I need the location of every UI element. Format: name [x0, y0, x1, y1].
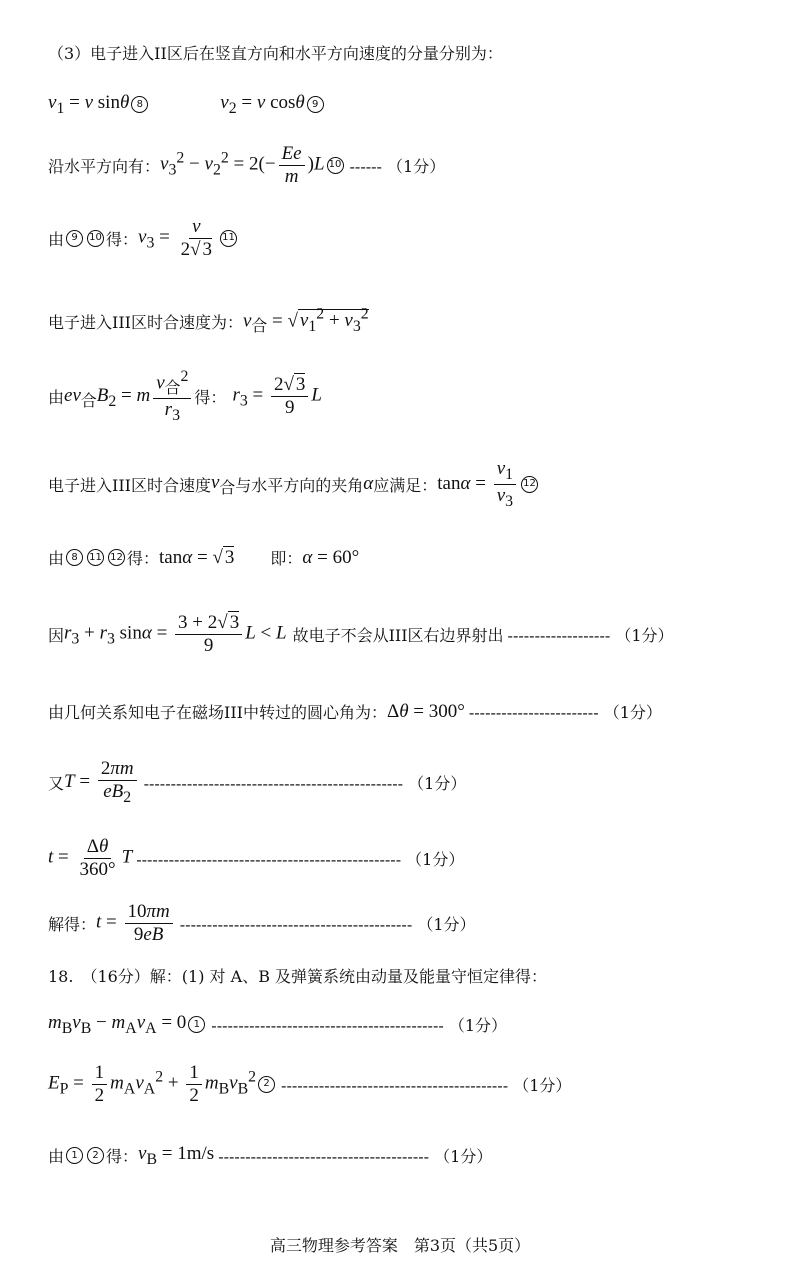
vb-result — [48, 1143, 492, 1169]
angle-condition — [48, 458, 540, 511]
from-label-4: 由 — [48, 1147, 65, 1167]
marker-10b: 10 — [87, 230, 104, 247]
part3-intro — [48, 41, 503, 64]
eq-energy: $E_P$ = $\frac{1}{2}$ $m_Av_A^2$ + $\frac{1}{2}$ $m_Bv_B^2$ — [48, 1062, 257, 1106]
delta-theta-value: 300° — [428, 700, 465, 722]
angle-text-1: 电子进入III区时合速度 — [48, 475, 211, 495]
eq-horizontal: $v_3^2 - v_2^2 = 2(-$ $\frac{Ee}{m}$ )L — [160, 143, 325, 187]
marker-2b: 2 — [87, 1147, 104, 1164]
score-exit: ------------------- （1分） — [507, 625, 674, 645]
v3-result — [48, 216, 239, 261]
v-he: $v_合$ — [210, 471, 236, 497]
part3-intro-text: （3）电子进入II区后在竖直方向和水平方向速度的分量分别为： — [48, 44, 503, 63]
velocity-components — [48, 92, 326, 118]
page-label: 高三物理参考答案 第3页（共5页） — [269, 1236, 531, 1255]
eq-vb: $v_B = 1m/s$ — [138, 1143, 215, 1168]
time-result — [48, 901, 476, 946]
eq-alpha: α = 60° — [302, 546, 360, 568]
score-t: ------------------------------------------------- （1分） — [136, 849, 465, 869]
obtain-label-2: 得： — [194, 388, 227, 408]
score-angle: ------------------------ （1分） — [468, 703, 662, 722]
marker-11b: 11 — [87, 549, 104, 566]
eq-r3: $r_3$ = $\frac{2√ 3}{9}$ L — [232, 374, 322, 419]
q18-text: 18. （16分）解：(1) 对 A、B 及弹簧系统由动量及能量守恒定律得： — [48, 967, 548, 986]
from-label-2: 由 — [48, 388, 65, 408]
marker-10: 10 — [327, 157, 344, 174]
from-label-3: 由 — [48, 549, 65, 568]
score-T: ------------------------------------------------ （1分） — [143, 773, 467, 793]
time-formula — [48, 836, 464, 881]
marker-8b: 8 — [66, 549, 83, 566]
vb-value: 1m/s — [177, 1143, 215, 1164]
marker-11: 11 — [220, 230, 237, 247]
score-ep: ------------------------------------------ （1分） — [281, 1075, 572, 1095]
from-label: 由 — [48, 229, 65, 249]
boundary-check — [48, 612, 674, 657]
eq-time-result: t = $\frac{10\pi m}{9eB}$ — [96, 901, 176, 946]
horizontal-equation — [48, 143, 445, 188]
eq-boundary: $r_3 + r_3$ sinα = $\frac{3 + 2√ 3}{9}$ L < L — [64, 612, 287, 656]
eq-v3: $v_3$ = $\frac{v}{2√ 3}$ — [138, 216, 213, 260]
momentum-equation — [48, 1012, 507, 1038]
angle-text-2: 与水平方向的夹角 — [235, 475, 364, 495]
marker-12: 12 — [521, 476, 538, 493]
ie-label: 即： — [270, 549, 303, 568]
eq-tan-value: tanα = √ 3 — [159, 546, 235, 568]
score-vb: --------------------------------------- （1分） — [218, 1147, 493, 1167]
question-18 — [48, 964, 547, 987]
radius-r3 — [48, 368, 322, 425]
score-m1: ------------------------------------------- （1分） — [211, 1016, 508, 1036]
page-footer — [0, 1233, 800, 1256]
score-10: ------ （1分） — [349, 156, 446, 176]
eq-vsum: $v_合$ = √ $v_1^2 + v_3^2$ — [242, 306, 369, 336]
obtain-label-3: 得： — [127, 549, 160, 568]
marker-2: 2 — [258, 1076, 275, 1093]
marker-8: 8 — [131, 96, 148, 113]
not-exit-text: 故电子不会从III区右边界射出 — [292, 625, 504, 645]
eq-force: $ev_合B_2 = m$ $\frac{v_合^2}{r_3}$ — [64, 368, 194, 425]
eq-delta-theta: Δθ = 300° — [386, 700, 465, 722]
obtain-label-4: 得： — [106, 1147, 139, 1167]
eq-v1: $v_1 = v$ sinθ — [48, 92, 130, 117]
geometry-text: 由几何关系知电子在磁场III中转过的圆心角为： — [48, 703, 387, 722]
alpha-symbol: α — [363, 473, 374, 495]
eq-period: T = $\frac{2\pi m}{eB_2}$ — [64, 758, 140, 807]
because-label: 因 — [48, 625, 65, 645]
eq-time: t = $\frac{\Delta\theta}{360^\circ}$ T — [48, 836, 133, 880]
marker-1b: 1 — [66, 1147, 83, 1164]
marker-9: 9 — [307, 96, 324, 113]
alpha-value: 60° — [332, 546, 360, 568]
marker-9b: 9 — [66, 230, 83, 247]
deg-360: 360° — [79, 858, 116, 880]
marker-12b: 12 — [108, 549, 125, 566]
central-angle — [48, 700, 662, 723]
into-III-label: 电子进入III区时合速度为： — [48, 312, 243, 332]
energy-equation — [48, 1062, 571, 1107]
also-label: 又 — [48, 773, 65, 793]
angle-text-3: 应满足： — [373, 475, 438, 495]
eq-momentum: $m_Bv_B - m_Av_A = 0$ — [48, 1012, 187, 1037]
solve-label: 解得： — [48, 914, 97, 934]
eq-v2: $v_2 = v$ cosθ — [220, 92, 305, 117]
tan-result — [48, 546, 359, 569]
eq-tan: tanα = $\frac{v_1}{v_3}$ — [437, 458, 519, 511]
horizontal-label: 沿水平方向有： — [48, 156, 161, 176]
score-solve: ------------------------------------------- （1分） — [179, 914, 476, 934]
marker-1: 1 — [188, 1016, 205, 1033]
period — [48, 758, 466, 807]
resultant-velocity — [48, 306, 369, 336]
obtain-label: 得： — [106, 229, 139, 249]
